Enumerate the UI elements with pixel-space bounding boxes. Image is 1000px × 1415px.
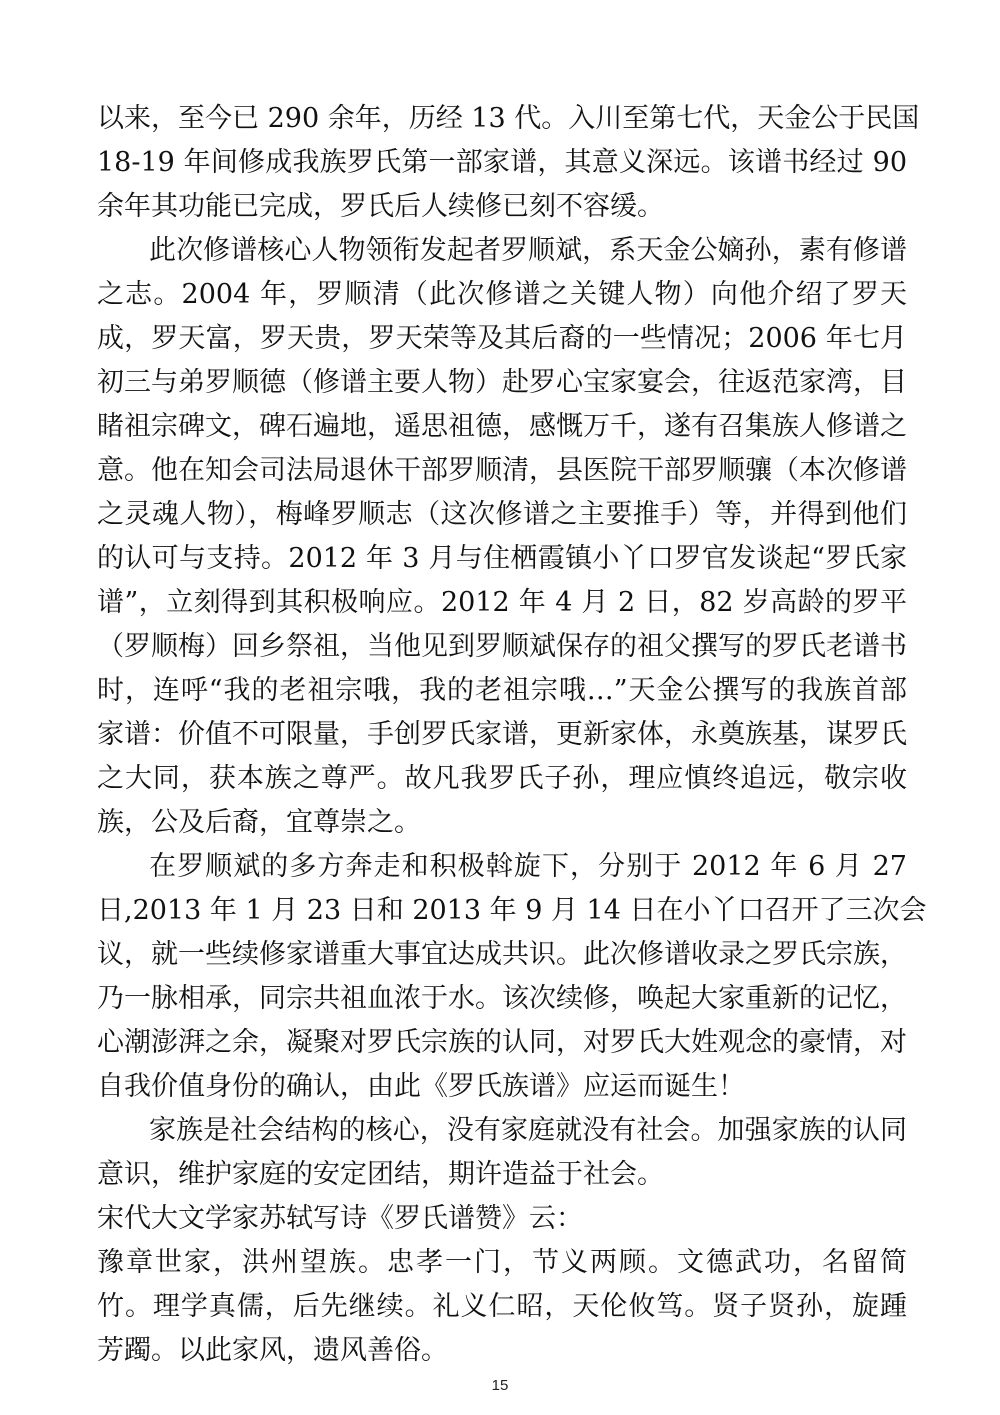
text-line: 睹祖宗碑文，碑石遍地，遥思祖德，感慨万千，遂有召集族人修谱之 (97, 411, 907, 442)
text-line: 日,2013 年 1 月 23 日和 2013 年 9 月 14 日在小丫口召开了三次会 (97, 895, 927, 926)
paragraph-first-line: 在罗顺斌的多方奔走和积极斡旋下，分别于 2012 年 6 月 27 (149, 851, 907, 882)
text-line: 意识，维护家庭的安定团结，期许造益于社会。 (97, 1159, 664, 1190)
poem-intro-line: 宋代大文学家苏轼写诗《罗氏谱赞》云： (97, 1203, 583, 1234)
poem-line: 芳躅。以此家风，遗风善俗。 (97, 1335, 448, 1366)
poem-line: 竹。理学真儒，后先继续。礼义仁昭，天伦攸笃。贤子贤孙，旋踵 (97, 1291, 907, 1322)
text-line: 之灵魂人物），梅峰罗顺志（这次修谱之主要推手）等，并得到他们 (97, 499, 907, 530)
text-line: 心潮澎湃之余，凝聚对罗氏宗族的认同，对罗氏大姓观念的豪情，对 (97, 1027, 907, 1058)
text-line: 族，公及后裔，宜尊崇之。 (97, 807, 421, 838)
text-line: 18-19 年间修成我族罗氏第一部家谱，其意义深远。该谱书经过 90 (97, 147, 907, 178)
paragraph-first-line: 此次修谱核心人物领衔发起者罗顺斌，系天金公嫡孙，素有修谱 (149, 235, 907, 266)
text-line: 家谱：价值不可限量，手创罗氏家谱，更新家体，永奠族基，谋罗氏 (97, 719, 907, 750)
text-line: 的认可与支持。2012 年 3 月与住栖霞镇小丫口罗官发谈起“罗氏家 (97, 543, 907, 574)
text-line: 以来，至今已 290 余年，历经 13 代。入川至第七代，天金公于民国 (97, 103, 920, 134)
text-line: 时，连呼“我的老祖宗哦，我的老祖宗哦…”天金公撰写的我族首部 (97, 675, 907, 706)
text-line: 意。他在知会司法局退休干部罗顺清，县医院干部罗顺骧（本次修谱 (97, 455, 907, 486)
text-line: 自我价值身份的确认，由此《罗氏族谱》应运而诞生！ (97, 1071, 745, 1102)
text-line: （罗顺梅）回乡祭祖，当他见到罗顺斌保存的祖父撰写的罗氏老谱书 (97, 631, 907, 662)
text-line: 谱”，立刻得到其积极响应。2012 年 4 月 2 日，82 岁高龄的罗平 (97, 587, 907, 618)
page-number: 15 (491, 1377, 509, 1394)
poem-line: 豫章世家，洪州望族。忠孝一门，节义两顾。文德武功，名留简 (97, 1247, 907, 1278)
text-line: 乃一脉相承，同宗共祖血浓于水。该次续修，唤起大家重新的记忆， (97, 983, 907, 1014)
text-line: 之志。2004 年，罗顺清（此次修谱之关键人物）向他介绍了罗天 (97, 279, 907, 310)
text-line: 成，罗天富，罗天贵，罗天荣等及其后裔的一些情况；2006 年七月 (97, 323, 907, 354)
text-line: 议，就一些续修家谱重大事宜达成共识。此次修谱收录之罗氏宗族， (97, 939, 907, 970)
text-line: 之大同，获本族之尊严。故凡我罗氏子孙，理应慎终追远，敬宗收 (97, 763, 907, 794)
text-line: 初三与弟罗顺德（修谱主要人物）赴罗心宝家宴会，往返范家湾，目 (97, 367, 907, 398)
paragraph-first-line: 家族是社会结构的核心，没有家庭就没有社会。加强家族的认同 (149, 1115, 907, 1146)
text-line: 余年其功能已完成，罗氏后人续修已刻不容缓。 (97, 191, 664, 222)
